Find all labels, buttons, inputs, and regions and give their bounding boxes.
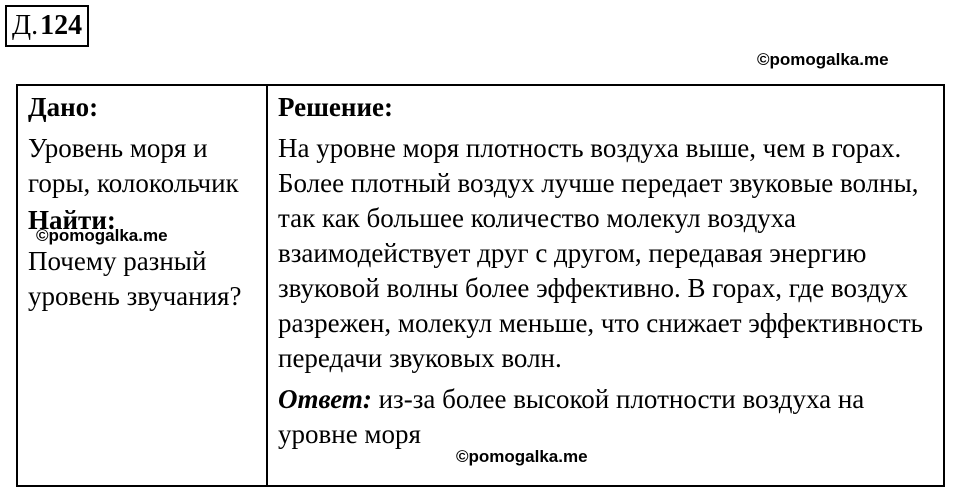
find-text: Почему разный уровень звучания? xyxy=(28,246,242,311)
answer-text: из-за более высокой плотности воздуха на уровне моря xyxy=(278,384,865,449)
solution-table xyxy=(16,84,945,487)
watermark-top: ©pomogalka.me xyxy=(757,50,889,69)
watermark-bottom: ©pomogalka.me xyxy=(456,447,588,466)
task-number: 124 xyxy=(40,10,83,41)
find-heading: Найти: xyxy=(28,205,116,235)
task-prefix: Д. xyxy=(12,10,39,41)
watermark-left: ©pomogalka.me xyxy=(36,226,168,245)
given-text: Уровень моря и горы, колокольчик xyxy=(28,133,239,198)
solution-cell xyxy=(267,85,944,486)
answer-label: Ответ: xyxy=(278,384,372,414)
given-cell xyxy=(17,85,267,486)
solution-heading: Решение: xyxy=(278,92,393,122)
solution-text: На уровне моря плотность воздуха выше, чем в горах. Более плотный воздух лучше передает звуковые волны, так как большее количество молекул воздуха взаимодействует друг с другом, передавая энергию звуковой волны более эффективно. В горах, где воздух разрежен, молекул меньше, что снижает эффективность передачи звуковых волн. xyxy=(278,133,923,373)
answer-block xyxy=(278,382,937,452)
given-heading: Дано: xyxy=(28,92,99,122)
task-number-box xyxy=(5,5,89,47)
